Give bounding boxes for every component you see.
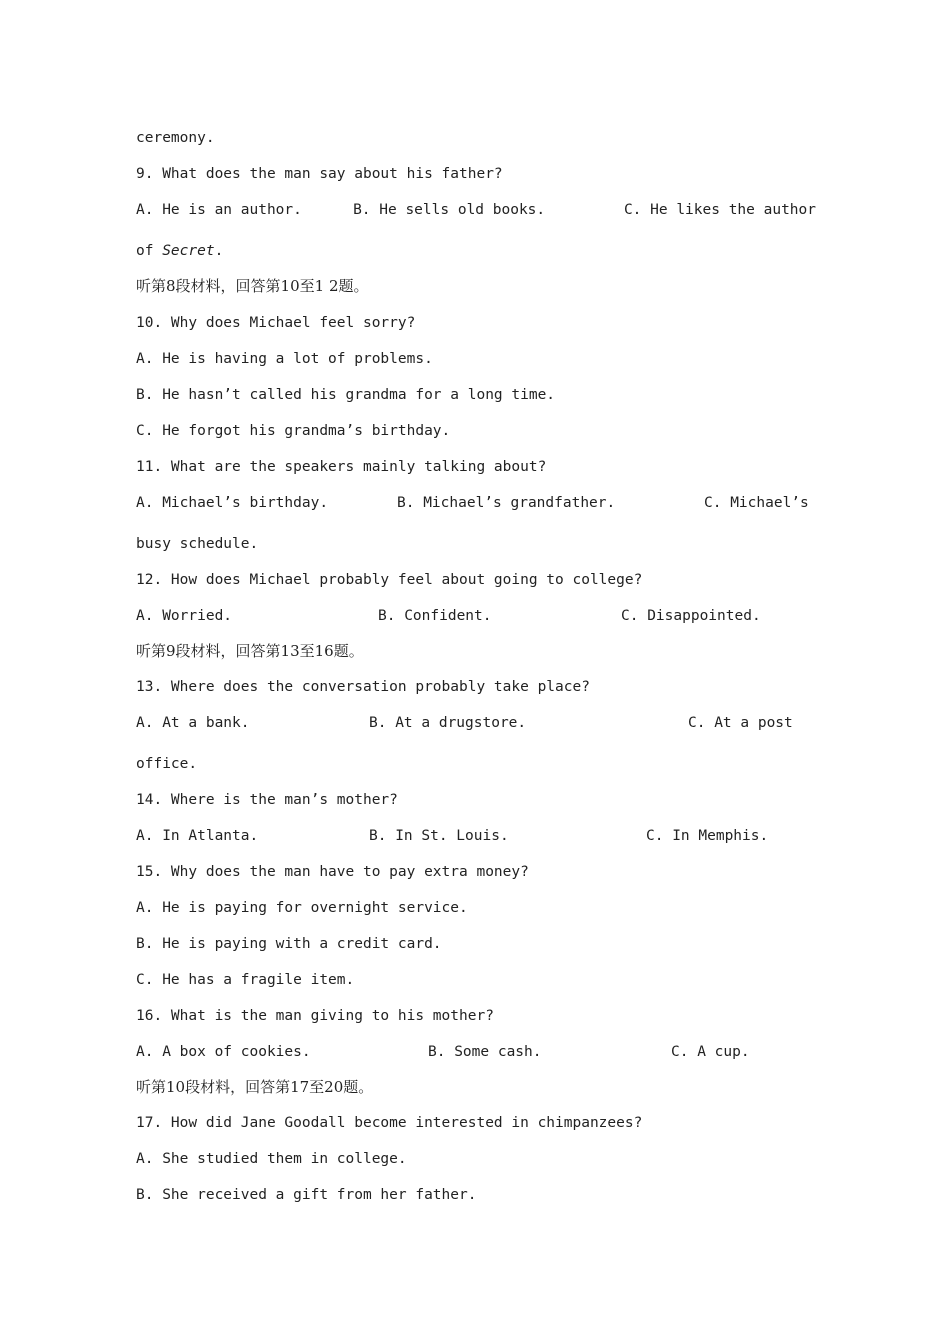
text-fragment: . — [214, 243, 224, 259]
option-16b: B. Some cash. — [428, 1044, 542, 1060]
option-13c: C. At a post — [688, 715, 793, 731]
option-10b: B. He hasn’t called his grandma for a long time. — [136, 387, 556, 403]
question-11: 11. What are the speakers mainly talking about? — [136, 459, 547, 475]
section-heading-9: 听第9段材料，回答第13至16题。 — [136, 642, 364, 660]
question-17: 17. How did Jane Goodall become interested in chimpanzees? — [136, 1115, 643, 1131]
option-16a: A. A box of cookies. — [136, 1044, 311, 1060]
options-16 — [136, 1042, 816, 1062]
question-14: 14. Where is the man’s mother? — [136, 792, 398, 808]
option-11c-continued: busy schedule. — [136, 536, 259, 552]
question-16: 16. What is the man giving to his mother? — [136, 1008, 494, 1024]
options-13 — [136, 713, 816, 733]
option-15b: B. He is paying with a credit card. — [136, 936, 442, 952]
option-13c-continued: office. — [136, 756, 198, 772]
option-14b: B. In St. Louis. — [369, 828, 509, 844]
option-9c: C. He likes the author — [623, 202, 816, 218]
option-13b: B. At a drugstore. — [369, 715, 527, 731]
option-17b: B. She received a gift from her father. — [136, 1187, 477, 1203]
option-16c: C. A cup. — [671, 1044, 750, 1060]
text-line: ceremony. — [136, 130, 215, 146]
options-9 — [136, 200, 816, 220]
option-11c: C. Michael’s — [704, 495, 809, 511]
option-9c-continued — [136, 241, 816, 261]
option-11a: A. Michael’s birthday. — [136, 495, 329, 511]
option-10c: C. He forgot his grandma’s birthday. — [136, 423, 451, 439]
question-10: 10. Why does Michael feel sorry? — [136, 315, 416, 331]
option-12c: C. Disappointed. — [621, 608, 761, 624]
option-9b: B. He sells old books. — [353, 202, 546, 218]
options-14 — [136, 826, 816, 846]
option-14a: A. In Atlanta. — [136, 828, 259, 844]
option-15a: A. He is paying for overnight service. — [136, 900, 468, 916]
section-heading-8: 听第8段材料，回答第10至1 2题。 — [136, 277, 369, 295]
option-17a: A. She studied them in college. — [136, 1151, 407, 1167]
option-15c: C. He has a fragile item. — [136, 972, 355, 988]
question-9: 9. What does the man say about his father? — [136, 166, 503, 182]
section-heading-10: 听第10段材料，回答第17至20题。 — [136, 1078, 374, 1096]
option-11b: B. Michael’s grandfather. — [397, 495, 616, 511]
option-12b: B. Confident. — [378, 608, 492, 624]
text-fragment: of — [136, 243, 163, 259]
book-title: Secret — [162, 243, 215, 259]
option-13a: A. At a bank. — [136, 715, 250, 731]
option-12a: A. Worried. — [136, 608, 233, 624]
option-14c: C. In Memphis. — [646, 828, 769, 844]
options-12 — [136, 606, 816, 626]
option-9a: A. He is an author. — [136, 202, 302, 218]
question-12: 12. How does Michael probably feel about going to college? — [136, 572, 643, 588]
question-15: 15. Why does the man have to pay extra money? — [136, 864, 529, 880]
option-10a: A. He is having a lot of problems. — [136, 351, 433, 367]
question-13: 13. Where does the conversation probably take place? — [136, 679, 590, 695]
options-11 — [136, 493, 816, 513]
